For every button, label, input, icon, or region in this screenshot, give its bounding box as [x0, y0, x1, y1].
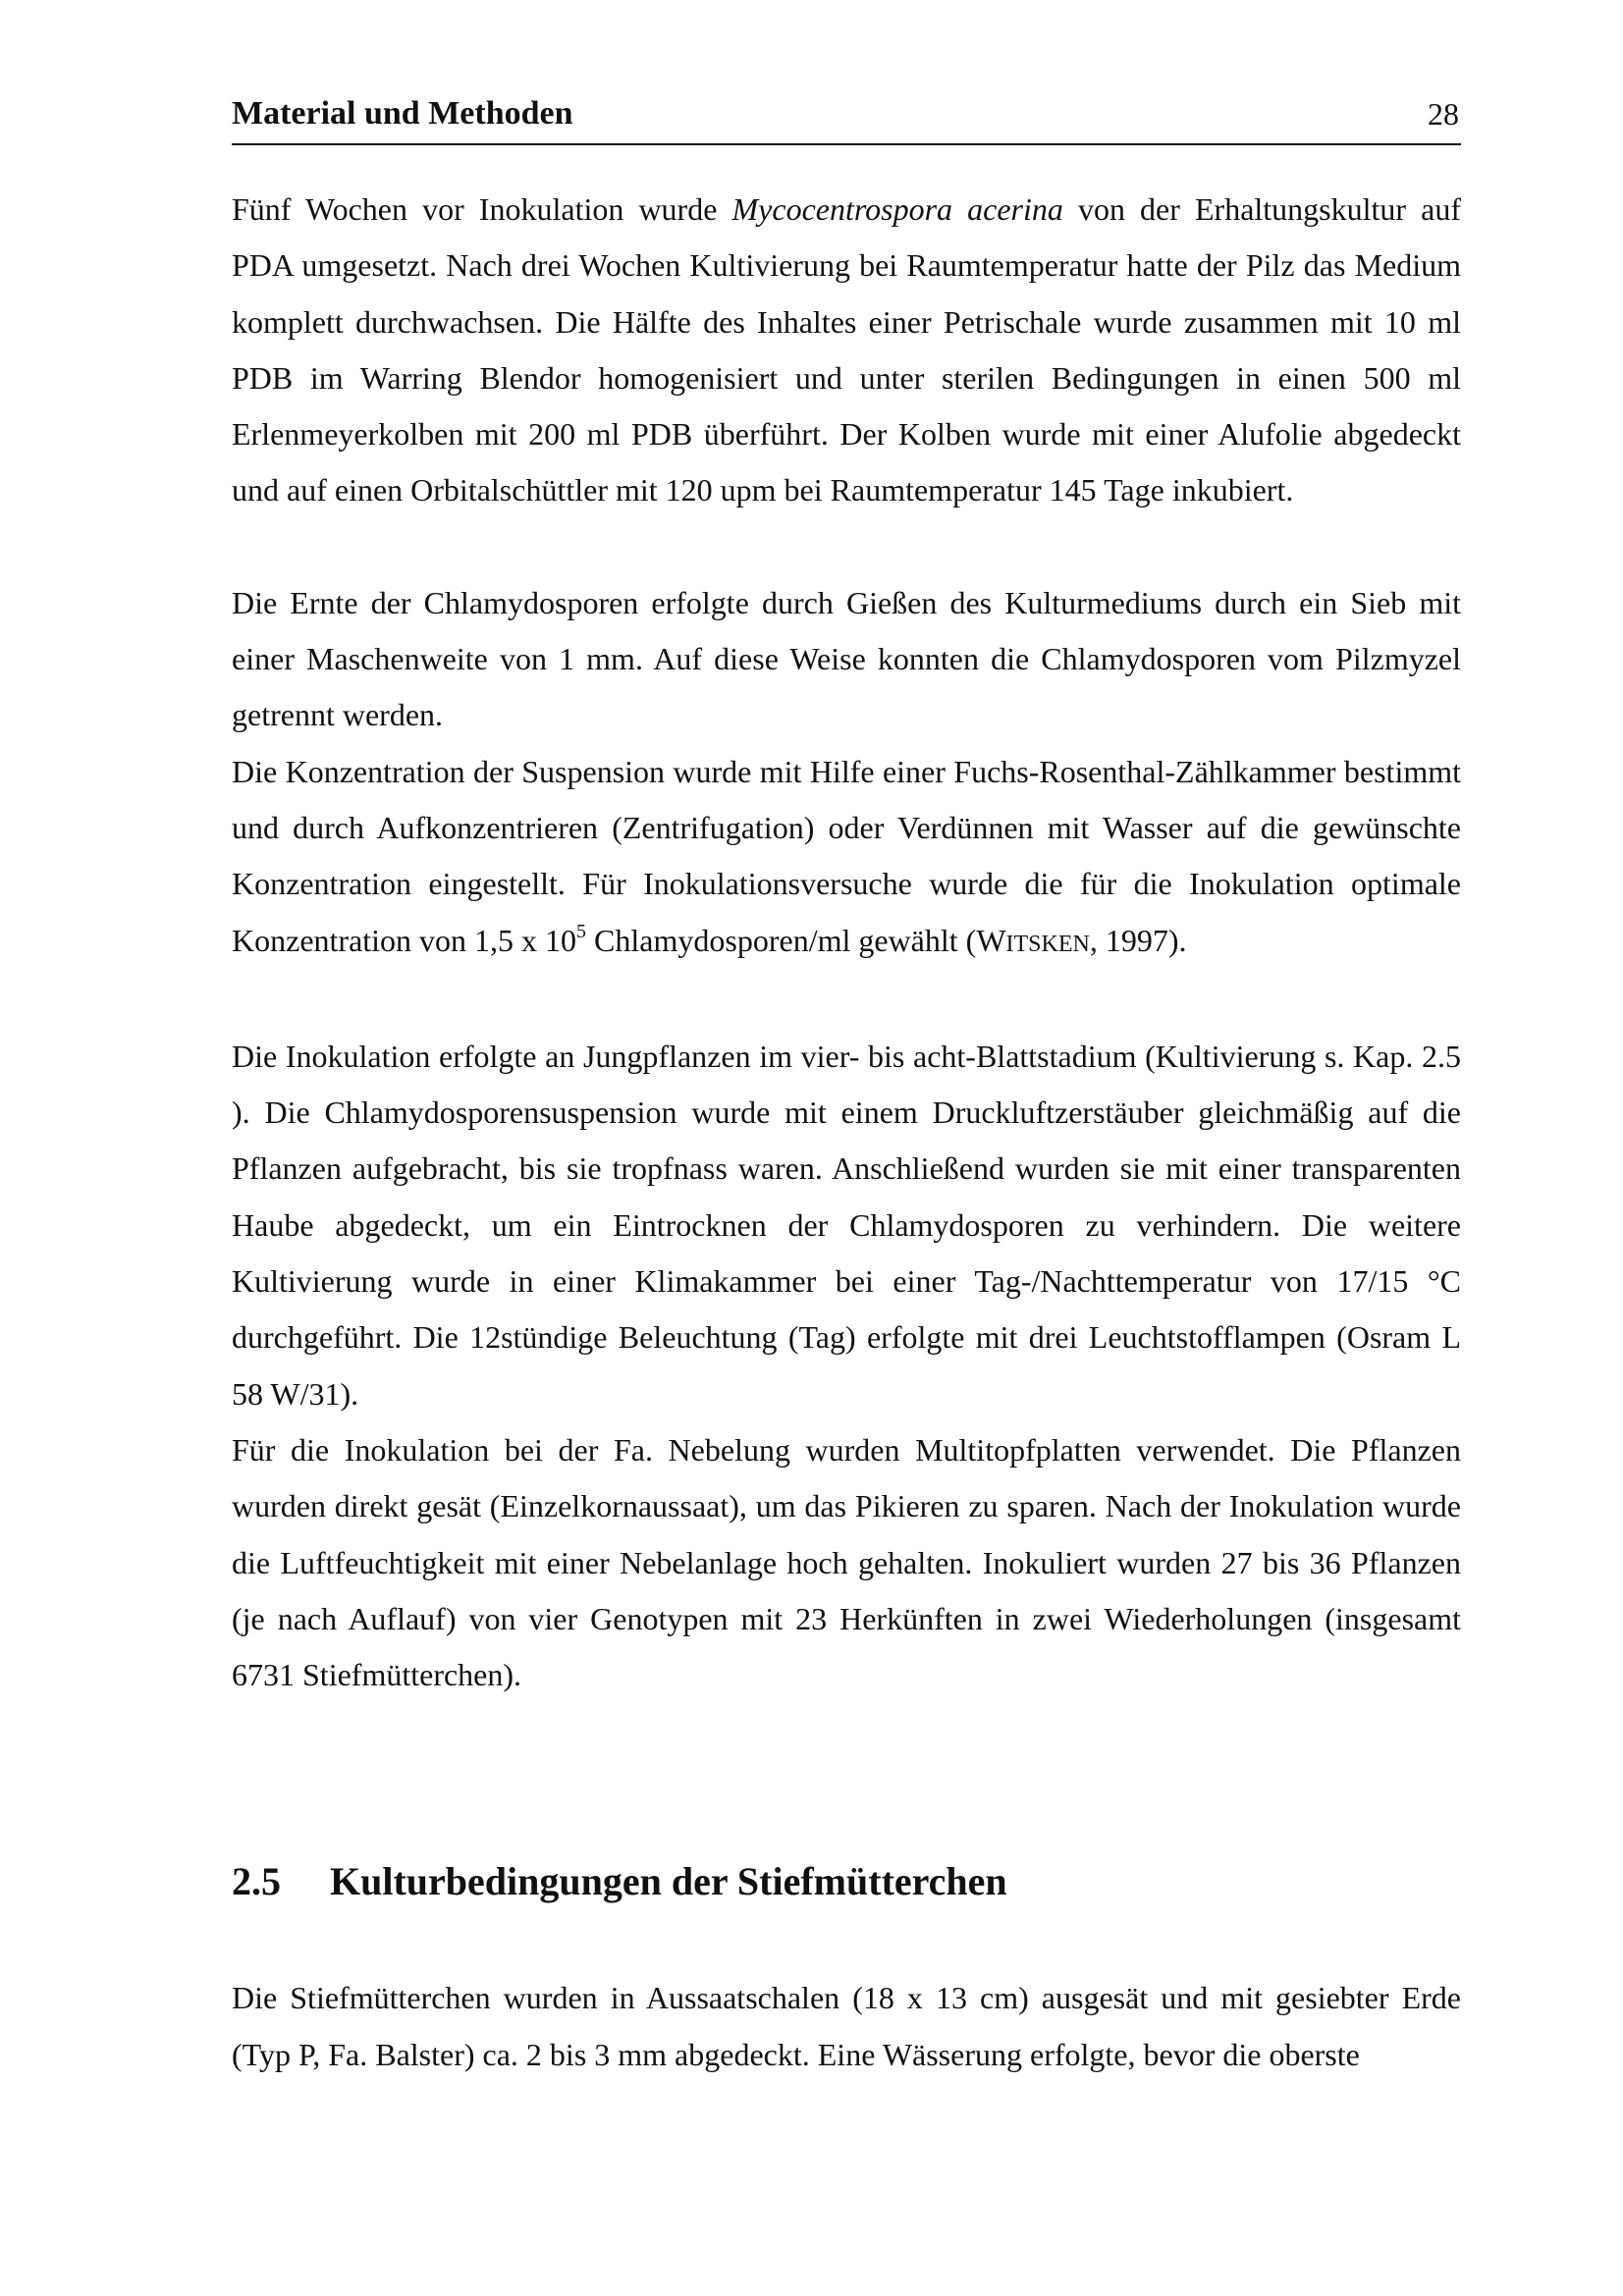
section-title: Kulturbedingungen der Stiefmütterchen: [330, 1859, 1007, 1904]
citation-author-rest: ITSKEN: [1005, 931, 1090, 957]
running-title: Material und Methoden: [232, 95, 573, 132]
paragraph-text: Chlamydosporen/ml gewählt (: [586, 922, 977, 958]
paragraph-inoculum-culture: [232, 182, 1461, 519]
paragraph-inoculation: Die Inokulation erfolgte an Jungpflanzen im vier- bis acht-Blattstadium (Kultivierung s. Kap. 2.5 ). Die Chlamydosporensuspension wurde mit einem Druckluftzerstäuber gleichmäßig auf die Pflanzen aufgebracht, bis sie tropfnass waren. Anschließend wurden sie mit einer transparenten Haube abgedeckt, um ein Eintrocknen der Chlamydosporen zu verhindern. Die weitere Kultivierung wurde in einer Klimakammer bei einer Tag-/Nachttemperatur von 17/15 °C durchgeführt. Die 12stündige Beleuchtung (Tag) erfolgte mit drei Leuchtstofflampen (Osram L 58 W/31).: [232, 1038, 1461, 1412]
species-name: Mycocentrospora acerina: [731, 191, 1063, 227]
paragraph-text: Fünf Wochen vor Inokulation wurde: [232, 191, 732, 227]
page-number: 28: [1428, 96, 1459, 132]
paragraph-text: Die Konzentration der Suspension wurde mit Hilfe einer Fuchs-Rosenthal-Zählkammer bestimmt und durch Aufkonzentrieren (Zentrifugation) oder Verdünnen mit Wasser auf die gewünschte Konzentration eingestellt. Für Inokulationsversuche wurde die für die Inokulation optimale Konzentration von 1,5 x 10: [232, 753, 1461, 958]
paragraph-nebelung: Für die Inokulation bei der Fa. Nebelung wurden Multitopfplatten verwendet. Die Pflanzen wurden direkt gesät (Einzelkornaussaat), um das Pikieren zu sparen. Nach der Inokulation wurde die Luftfeuchtigkeit mit einer Nebelanlage hoch gehalten. Inokuliert wurden 27 bis 36 Pflanzen (je nach Auflauf) von vier Genotypen mit 23 Herkünften in zwei Wiederholungen (insgesamt 6731 Stiefmütterchen).: [232, 1431, 1461, 1693]
paragraph-text: , 1997).: [1089, 922, 1187, 958]
paragraph-cultivation: Die Stiefmütterchen wurden in Aussaatschalen (18 x 13 cm) ausgesät und mit gesiebter Erde (Typ P, Fa. Balster) ca. 2 bis 3 mm abgedeckt. Eine Wässerung erfolgte, bevor die oberste: [232, 1980, 1461, 2072]
exponent: 5: [576, 920, 587, 942]
body-text: [232, 182, 1461, 2083]
paragraph-text: von der Erhaltungskultur auf PDA umgesetzt. Nach drei Wochen Kultivierung bei Raumtemperatur hatte der Pilz das Medium komplett durchwachsen. Die Hälfte des Inhaltes einer Petrischale wurde zusammen mit 10 ml PDB im Warring Blendor homogenisiert und unter sterilen Bedingungen in einen 500 ml Erlenmeyerkolben mit 200 ml PDB überführt. Der Kolben wurde mit einer Alufolie abgedeckt und auf einen Orbitalschüttler mit 120 upm bei Raumtemperatur 145 Tage inkubiert.: [232, 191, 1462, 508]
paragraph-concentration: [232, 744, 1461, 973]
running-header: [232, 92, 1461, 145]
section-heading: [232, 1852, 1461, 1911]
paragraph-harvest: Die Ernte der Chlamydosporen erfolgte durch Gießen des Kulturmediums durch ein Sieb mit einer Maschenweite von 1 mm. Auf diese Weise konnten die Chlamydosporen vom Pilzmyzel getrennt werden.: [232, 584, 1461, 733]
citation-author-initial: W: [976, 922, 1006, 958]
section-number: 2.5: [232, 1859, 281, 1904]
